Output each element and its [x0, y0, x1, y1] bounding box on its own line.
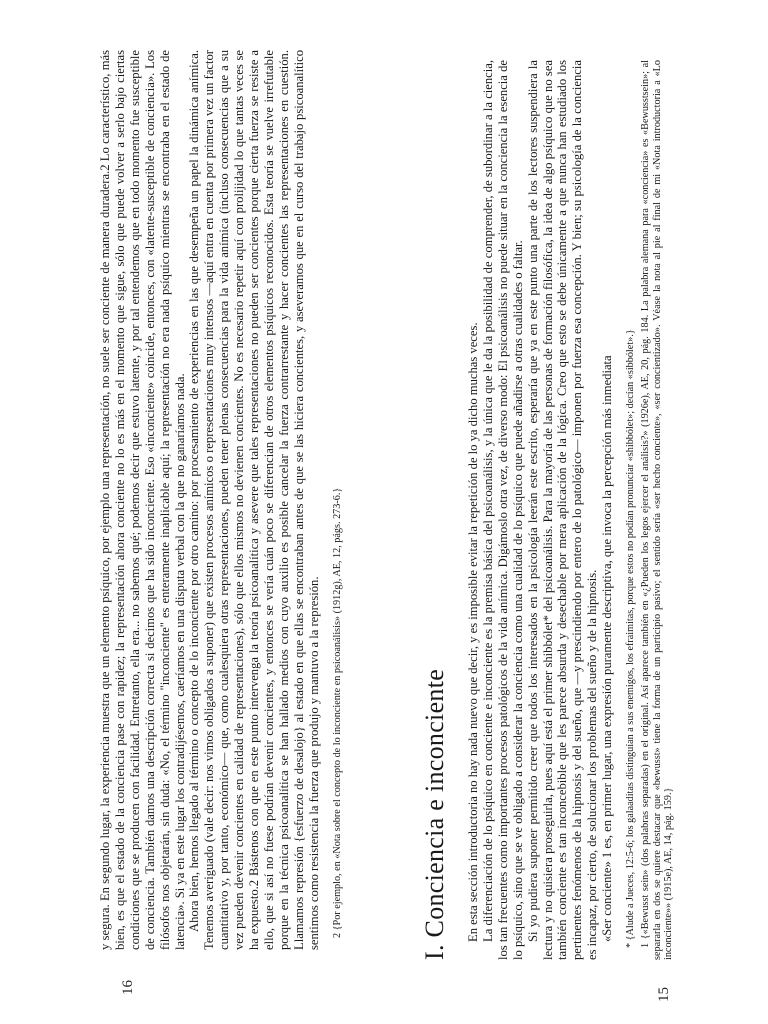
page-16 [98, 50, 358, 950]
page-15-paragraph: «Ser conciente» 1 es, en primer lugar, una expresión puramente descriptiva, que invoca la percepción más inmediata [600, 355, 615, 942]
page-16-paragraph: Ahora bien, hemos llegado al término o concepto de lo inconciente por otro camino: por procesamiento de experiencias en las que desempeña un papel la dinámica anímica. Tenemos averiguado (vale decir: nos vimos obligados a suponer) que existen procesos anímicos o representaciones muy intensos —aquí entra en cuenta por primera vez un factor cuantitativo y, por tanto, económico— que, como cualesquiera otras representaciones, pueden tener plenas consecuencias para la vida anímica (incluso consecuencias que a su vez pueden devenir concientes en calidad de representaciones), sólo que ellos mismos no devienen concientes. No es necesario repetir aquí con prolijidad lo que tantas veces se ha expuesto.2 Bástenos con que en este punto intervenga la teoría psicoanalítica y asevere que tales representaciones no pueden ser concientes porque cierta fuerza se resiste a ello, que si así no fuese podrían devenir concientes, y entonces se vería cuán poco se diferencian de otros elementos psíquicos reconocidos. Esta teoría se vuelve irrefutable porque en la técnica psicoanalítica se han hallado medios con cuyo auxilio es posible cancelar la fuerza contrarrestante y hacer concientes las representaciones en cuestión. Llamamos represión {esfuerzo de desalojo} al estado en que ellas se encontraban antes de que se las hiciera concientes, y aseveramos que en el curso del trabajo psicoanalítico sentimos como resistencia la fuerza que produjo y mantuvo a la represión. [187, 50, 321, 950]
page-16-footnotes [332, 50, 344, 950]
page-number-15: 15 [656, 987, 672, 1002]
page-15 [420, 60, 680, 960]
page-15-footnotes [625, 60, 675, 960]
footnote: * {Alude a Jueces, 12:5-6; los galaaditas distinguían a sus enemigos, los efraimitas, porque estos no podían pronunciar «shibbólet»; decían «sibbólet».} [625, 329, 637, 948]
footnote: 2 {Por ejemplo, en «Nota sobre el concepto de lo inconciente en psicoanálisis» (1912g), AE, 12, págs. 273-6.} [331, 487, 343, 938]
page-15-paragraph: En esta sección introductoria no hay nada nuevo que decir, y es imposible evitar la repetición de lo ya dicho muchas veces. [466, 322, 480, 942]
page-16-body [98, 50, 322, 950]
page-15-paragraph: Si yo pudiera suponer permitido creer que todos los interesados en la psicología leerán este escrito, esperaría que ya en este punto una parte de los lectores suspendiera la lectura y no quisiera proseguirla, pues aquí está el primer shibbólet* del psicoanálisis. Para la mayoría de las personas de formación filosófica, la idea de algo psíquico que no sea también conciente es tan inconcebible que les parece absurda y desechable por mera aplicación de la lógica. Creo que esto se debe únicamente a que nunca han estudiado los pertinentes fenómenos de la hipnosis y del sueño, que —y prescindiendo por entero de lo patológico— imponen por fuerza esa concepción. Y bien; su psicología de la conciencia es incapaz, por cierto, de solucionar los problemas del sueño y de la hipnosis. [525, 60, 600, 960]
page-16-paragraph: y segura. En segundo lugar, la experiencia muestra que un elemento psíquico, por ejemplo una representación, no suele ser conciente de manera duradera.2 Lo característico, más bien, es que el estado de la conciencia pase con rapidez; la representación ahora conciente no lo es más en el momento que sigue, sólo que puede volver a serlo bajo ciertas condiciones que se producen con facilidad. Entretanto, ella era... no sabemos qué; podemos decir que estuvo latente, y por tal entendemos que en todo momento fue susceptible de conciencia. También damos una descripción correcta si decimos que ha sido inconciente. Eso «inconciente» coincide, entonces, con «latente-susceptible de conciencia». Los filósofos nos objetarán, sin duda: «No, el término "inconciente" es enteramente inaplicable aquí; la representación no era nada psíquico mientras se encontraba en el estado de latencia». Si ya en este lugar los contradijésemos, caeríamos en una disputa verbal con la que no ganaríamos nada. [98, 50, 187, 950]
chapter-title: I. Conciencia e inconciente [420, 668, 449, 960]
page-15-paragraph: La diferenciación de lo psíquico en conciente e inconciente es la premisa básica del psicoanálisis, y la única que le da la posibilidad de comprender, de subordinar a la ciencia, los tan frecuentes como importantes procesos patológicos de la vida anímica. Digámoslo otra vez, de diverso modo: El psicoanálisis no puede situar en la conciencia la esencia de lo psíquico, sino que se ve obligado a considerar la conciencia como una cualidad de lo psíquico que puede añadirse a otras cualidades o faltar. [480, 60, 525, 960]
page-number-16: 16 [120, 980, 136, 995]
footnote: 1 {«Bewusst sein» (dos palabras separadas) en el original. Así aparece también en «¿Pueden los legos ejercer el análisis?» (1926e), AE, 20, pág. 184. La palabra alemana para «conciencia» es «Bewusstsein»; al separarla en dos se quiere destacar que «bewusst» tiene la forma de un participio pasivo; el sentido sería «ser hecho conciente», «ser concientizado». Véase la nota al pie al final de mi «Nota introductoria a «Lo inconciente»» (1915e), AE, 14, pág. 159.} [639, 60, 675, 960]
page-15-body [466, 60, 615, 960]
